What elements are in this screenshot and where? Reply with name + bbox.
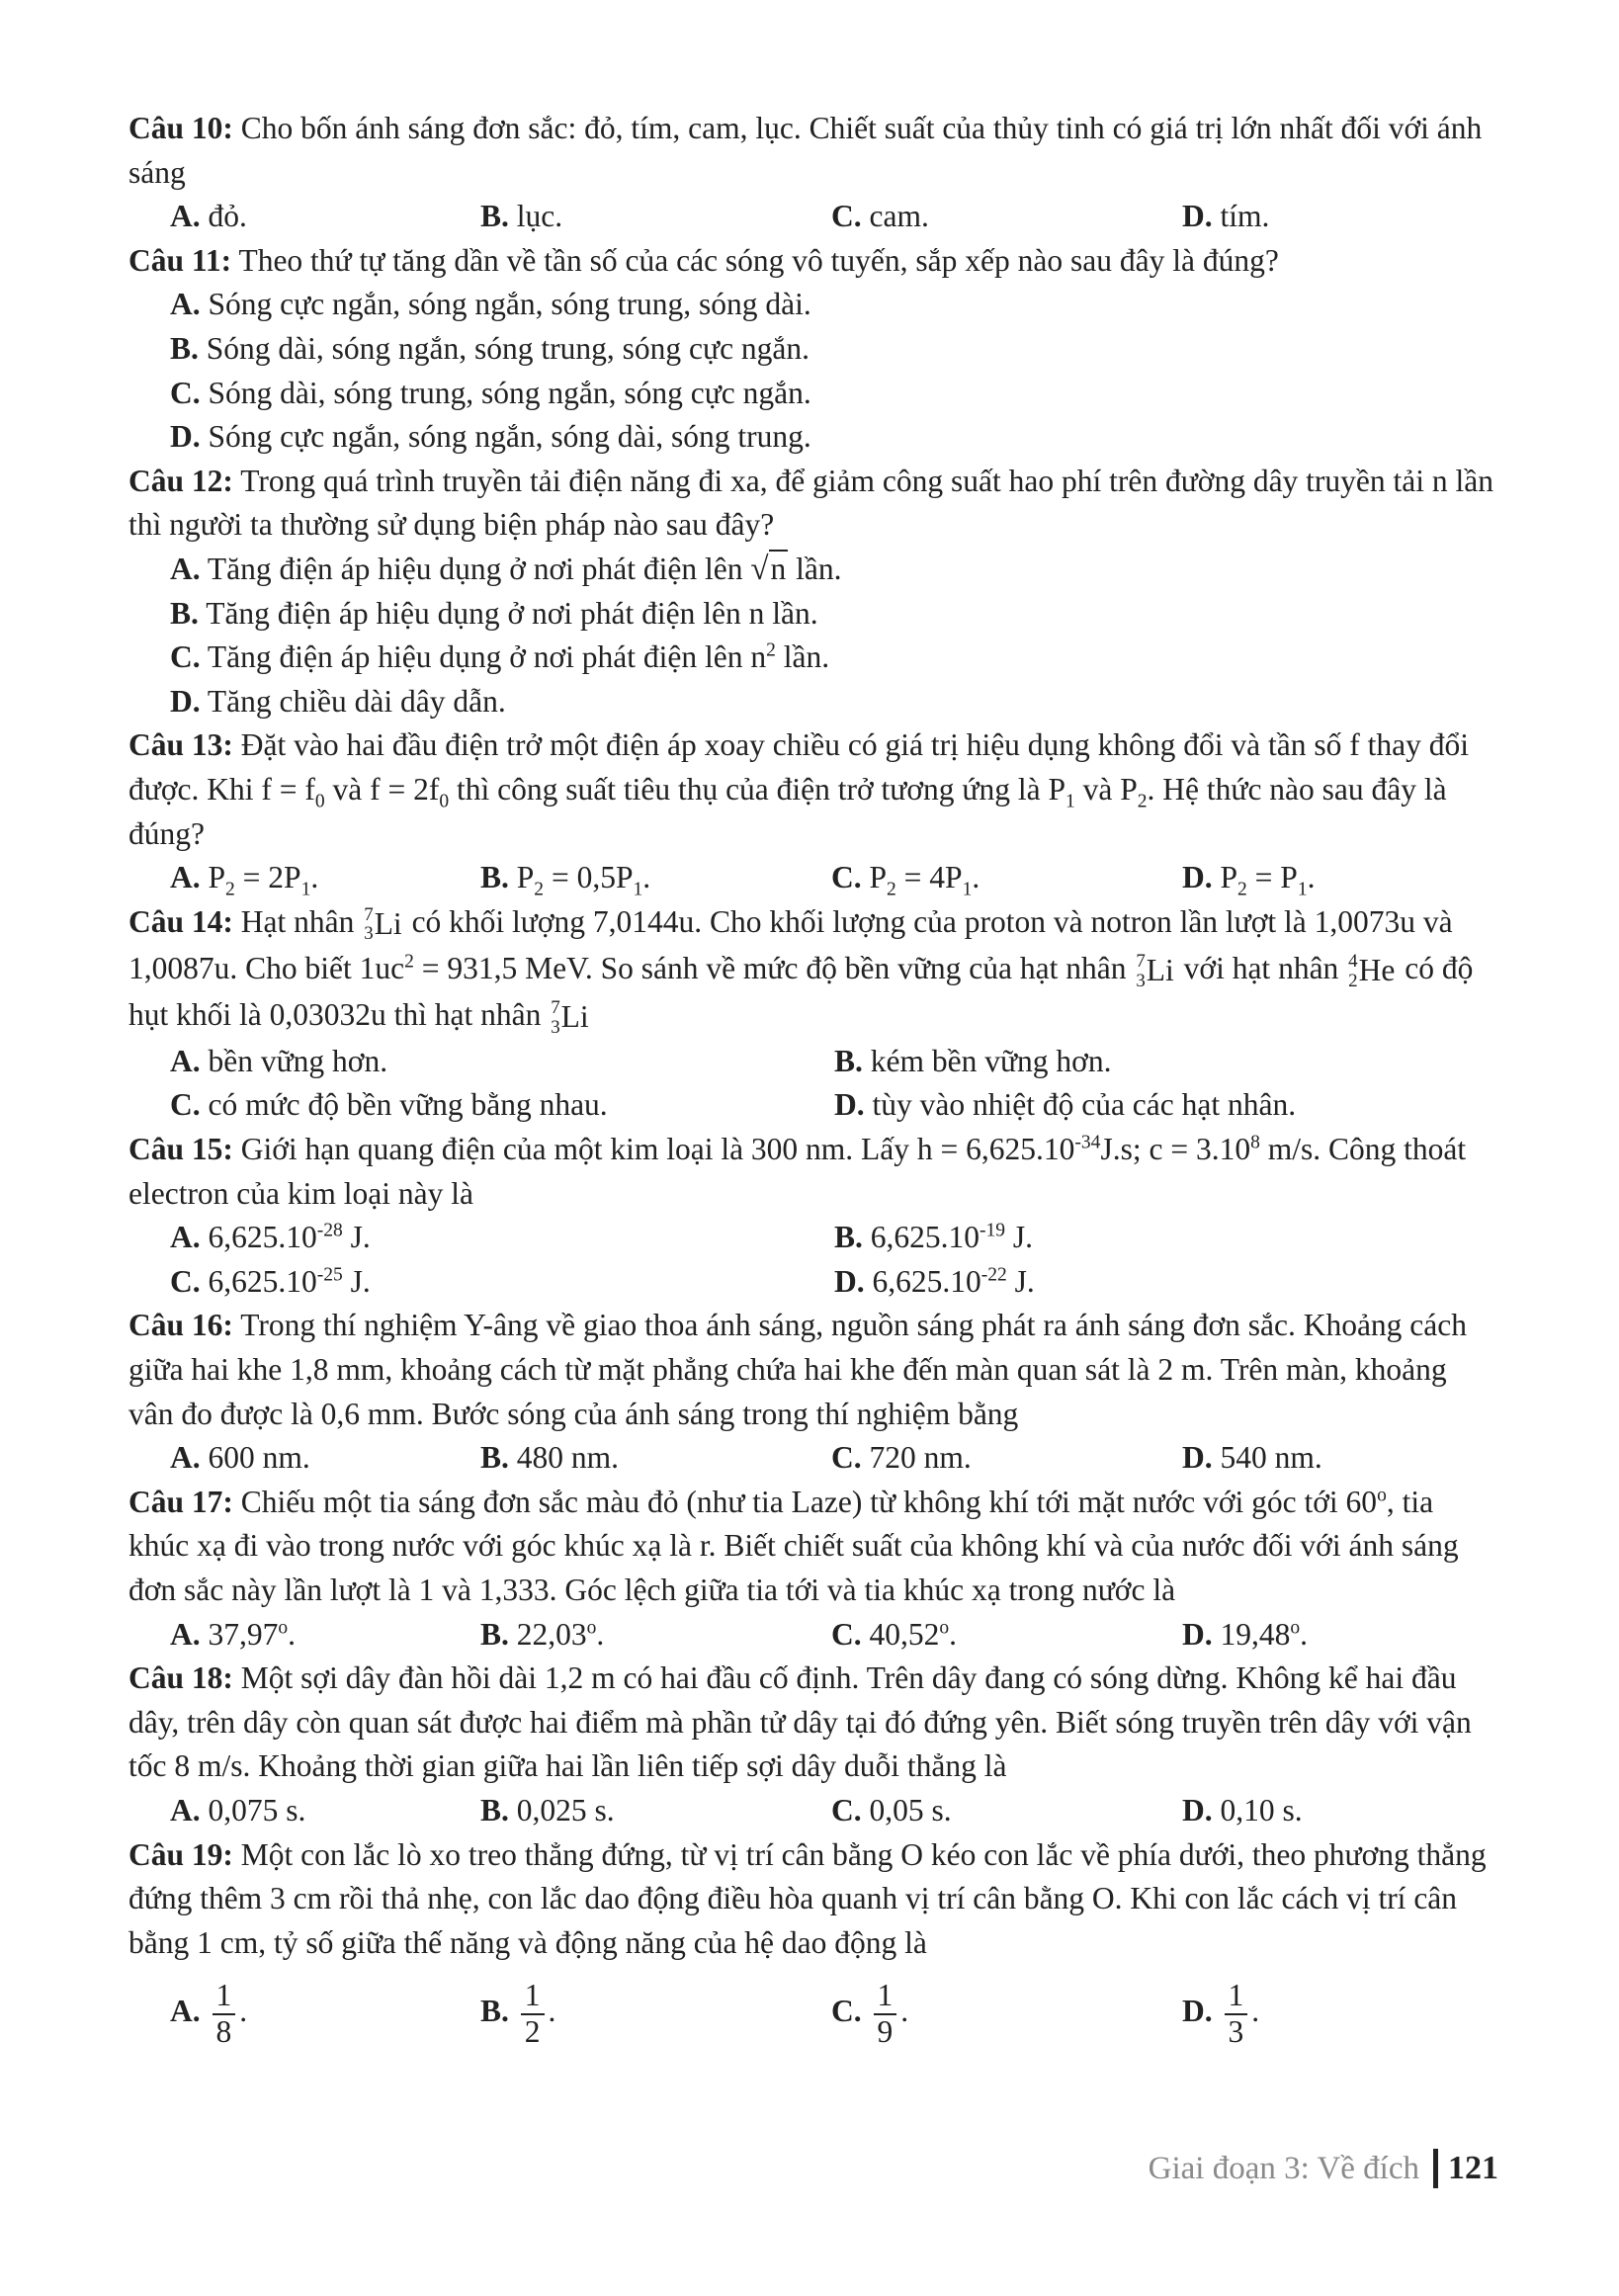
option-c[interactable] (831, 1979, 1182, 2049)
radicand: n (770, 551, 787, 586)
question-18-options (128, 1789, 1497, 1833)
subscript: 2 (887, 879, 896, 900)
option-label: B. (480, 1994, 509, 2029)
question-16 (128, 1304, 1497, 1436)
question-text: Một sợi dây đàn hồi dài 1,2 m có hai đầu cố định. Trên dây đang có sóng dừng. Không kể hai đầu dây, trên dây còn quan sát được hai điểm mà phần tử dây tại đó đứng yên. Biết sóng truyền trên dây với vận tốc 8 m/s. Khoảng thời gian giữa hai lần liên tiếp sợi dây duỗi thẳng là (128, 1660, 1472, 1784)
option-text: kém bền vững hơn. (862, 1043, 1112, 1078)
option-text: P (1212, 860, 1238, 895)
option-label: D. (834, 1087, 865, 1123)
option-label: C. (170, 1087, 201, 1123)
question-text: Theo thứ tự tăng dần về tần số của các sóng vô tuyến, sắp xếp nào sau đây là đúng? (231, 242, 1279, 278)
nuclide-he4 (1348, 949, 1395, 993)
question-19 (128, 1833, 1497, 1966)
numerator: 1 (213, 1979, 236, 2015)
option-c[interactable] (170, 636, 1497, 680)
mass-number: 7 (1136, 950, 1146, 972)
question-14-options-row1 (128, 1040, 1497, 1084)
fraction (521, 1979, 545, 2049)
question-14 (128, 900, 1497, 1040)
option-label: A. (170, 860, 201, 895)
option-text: Sóng dài, sóng trung, sóng ngắn, sóng cực ngắn. (200, 375, 811, 410)
atomic-number: 3 (551, 1016, 560, 1038)
option-label: C. (831, 1994, 862, 2029)
question-text: Cho bốn ánh sáng đơn sắc: đỏ, tím, cam, lục. Chiết suất của thủy tinh có giá trị lớn nhất đối với ánh sáng (128, 111, 1483, 190)
question-13-options (128, 856, 1497, 900)
option-text: Sóng cực ngắn, sóng ngắn, sóng dài, sóng trung. (200, 419, 811, 455)
fraction (213, 1979, 236, 2049)
question-text: . Hệ thức nào sau đây là đúng? (128, 771, 1447, 851)
option-label: C. (831, 860, 862, 895)
exponent: -22 (980, 1264, 1007, 1286)
nuclide-li7 (1136, 949, 1173, 993)
mass-number: 7 (551, 996, 560, 1018)
option-text: 37,97 (200, 1616, 279, 1652)
option-text: 0,025 s. (508, 1792, 615, 1828)
question-12-options (128, 548, 1497, 723)
subscript: 1 (962, 879, 973, 900)
option-b[interactable] (480, 1789, 831, 1833)
subscript: 1 (1297, 879, 1308, 900)
question-15-options-row2 (128, 1260, 1497, 1305)
element-symbol: Li (374, 906, 402, 942)
question-label: Câu 14: (128, 903, 233, 939)
option-label: B. (480, 1440, 509, 1476)
nuclide-li7 (364, 902, 401, 947)
option-text: Tăng điện áp hiệu dụng ở nơi phát điện lên n lần. (198, 595, 818, 631)
option-c[interactable] (170, 1260, 834, 1305)
option-label: C. (170, 1263, 201, 1299)
option-text: Tăng chiều dài dây dẫn. (200, 683, 506, 719)
option-label: B. (480, 1616, 509, 1652)
option-d[interactable] (1182, 1436, 1514, 1481)
option-text: 0,075 s. (200, 1792, 306, 1828)
option-text: J. (1005, 1220, 1034, 1255)
option-label: D. (834, 1263, 865, 1299)
option-label: D. (1182, 199, 1213, 234)
option-c[interactable] (831, 1436, 1182, 1481)
question-15 (128, 1128, 1497, 1216)
exponent: -28 (316, 1220, 343, 1241)
option-label: A. (170, 1043, 201, 1078)
option-d[interactable] (834, 1260, 1498, 1305)
degree-symbol: o (278, 1617, 289, 1639)
option-label: D. (170, 683, 201, 719)
question-label: Câu 11: (128, 242, 232, 278)
option-text: lục. (508, 199, 563, 234)
option-text: 6,625.10 (200, 1263, 317, 1299)
option-text: 40,52 (861, 1616, 940, 1652)
subscript: 2 (1237, 879, 1247, 900)
subscript: 0 (314, 791, 325, 812)
degree-symbol: o (939, 1617, 950, 1639)
square-root: √n (750, 551, 787, 587)
page-number: 121 (1448, 2150, 1498, 2186)
subscript: 2 (225, 879, 235, 900)
option-b[interactable] (834, 1040, 1498, 1084)
exponent: -34 (1074, 1132, 1101, 1153)
option-a[interactable] (170, 1613, 480, 1658)
exponent: 2 (404, 951, 414, 973)
option-d[interactable] (170, 415, 1497, 460)
question-text: và f = 2f (324, 771, 440, 807)
question-text: Một con lắc lò xo treo thẳng đứng, từ vị trí cân bằng O kéo con lắc về phía dưới, theo phương thẳng đứng thêm 3 cm rồi thả nhẹ, con lắc dao động điều hòa quanh vị trí cân bằng O. Khi con lắc cách vị trí cân bằng 1 cm, tỷ số giữa thế năng và động năng của hệ dao động là (128, 1836, 1487, 1960)
option-a[interactable] (170, 856, 480, 900)
numerator: 1 (874, 1979, 897, 2015)
question-10-options (128, 195, 1497, 239)
question-text: Trong quá trình truyền tải điện năng đi xa, để giảm công suất hao phí trên đường dây truyền tải n lần thì người ta thường sử dụng biện pháp nào sau đây? (128, 463, 1493, 543)
denominator: 3 (1228, 2013, 1244, 2049)
option-text: tím. (1212, 199, 1270, 234)
option-c[interactable] (831, 1613, 1182, 1658)
option-b[interactable] (480, 1979, 831, 2049)
option-label: B. (480, 199, 509, 234)
element-symbol: Li (1146, 953, 1174, 988)
numerator: 1 (521, 1979, 545, 2015)
degree-symbol: o (586, 1617, 597, 1639)
subscript: 0 (439, 791, 450, 812)
question-12 (128, 460, 1497, 548)
option-c[interactable] (170, 1083, 834, 1128)
question-text: và P (1074, 771, 1138, 807)
option-label: A. (170, 551, 201, 586)
option-text: 19,48 (1212, 1616, 1291, 1652)
option-text: . (288, 1616, 297, 1652)
option-d[interactable] (834, 1083, 1498, 1128)
denominator: 8 (215, 2013, 232, 2049)
option-label: A. (170, 1792, 201, 1828)
option-label: A. (170, 1616, 201, 1652)
question-text: Chiếu một tia sáng đơn sắc màu đỏ (như tia Laze) từ không khí tới mặt nước với góc tới 60 (232, 1484, 1378, 1519)
option-a[interactable] (170, 283, 1497, 327)
question-text: Trong thí nghiệm Y-âng về giao thoa ánh sáng, nguồn sáng phát ra ánh sáng đơn sắc. Khoảng cách giữa hai khe 1,8 mm, khoảng cách từ mặt phẳng chứa hai khe đến màn quan sát là 2 m. Trên màn, khoảng vân đo được là 0,6 mm. Bước sóng của ánh sáng trong thí nghiệm bằng (128, 1308, 1468, 1431)
option-text: J. (342, 1220, 371, 1255)
option-text: 6,625.10 (862, 1220, 980, 1255)
option-text: . (596, 1616, 605, 1652)
exponent: 2 (766, 639, 776, 661)
option-text: J. (1006, 1263, 1035, 1299)
option-text: 22,03 (508, 1616, 587, 1652)
option-a[interactable] (170, 1789, 480, 1833)
subscript: 1 (633, 879, 643, 900)
option-text: 540 nm. (1212, 1440, 1322, 1476)
section-title: Giai đoạn 3: Về đích (1148, 2150, 1419, 2186)
question-13 (128, 723, 1497, 856)
option-text: lần. (775, 639, 830, 675)
option-label: C. (831, 1792, 862, 1828)
option-label: C. (831, 1440, 862, 1476)
question-label: Câu 16: (128, 1308, 233, 1343)
option-c[interactable] (831, 1789, 1182, 1833)
option-b[interactable] (170, 327, 1497, 372)
option-label: C. (831, 1616, 862, 1652)
option-text: = 4P (895, 860, 963, 895)
option-label: A. (170, 199, 201, 234)
option-text: . (239, 1994, 248, 2029)
option-label: B. (834, 1220, 863, 1255)
option-text: . (310, 860, 319, 895)
option-text: = 0,5P (544, 860, 634, 895)
question-label: Câu 15: (128, 1132, 233, 1167)
question-text: Đặt vào hai đầu điện trở một điện áp xoay chiều có giá trị hiệu dụng không đổi và tần số f thay đổi được. Khi f = f (128, 727, 1470, 807)
question-text: Hạt nhân (232, 903, 363, 939)
option-c[interactable] (170, 372, 1497, 416)
subscript: 2 (534, 879, 545, 900)
option-label: C. (170, 639, 201, 675)
question-text: m/s. Công thoát electron của kim loại này là (128, 1132, 1467, 1211)
option-text: 720 nm. (861, 1440, 972, 1476)
option-text: cam. (861, 199, 929, 234)
fraction (1225, 1979, 1248, 2049)
option-label: A. (170, 287, 201, 322)
denominator: 9 (877, 2013, 894, 2049)
option-text: = 2P (234, 860, 301, 895)
question-10 (128, 107, 1497, 195)
option-b[interactable] (480, 856, 831, 900)
question-label: Câu 18: (128, 1660, 233, 1696)
option-label: D. (1182, 1792, 1213, 1828)
element-symbol: He (1358, 953, 1396, 988)
element-symbol: Li (560, 999, 589, 1035)
option-label: B. (170, 330, 199, 366)
option-d[interactable] (1182, 856, 1514, 900)
numerator: 1 (1225, 1979, 1248, 2015)
option-label: B. (480, 860, 509, 895)
question-11 (128, 239, 1497, 284)
option-label: C. (831, 199, 862, 234)
option-text: . (972, 860, 980, 895)
option-text: Sóng dài, sóng ngắn, sóng trung, sóng cực ngắn. (198, 330, 810, 366)
question-14-options-row2 (128, 1083, 1497, 1128)
option-text: Tăng điện áp hiệu dụng ở nơi phát điện lên (200, 551, 751, 586)
option-label: A. (170, 1440, 201, 1476)
option-text: 0,05 s. (861, 1792, 952, 1828)
question-text: J.s; c = 3.10 (1100, 1132, 1251, 1167)
question-label: Câu 19: (128, 1836, 233, 1872)
question-18 (128, 1657, 1497, 1789)
footer-divider (1433, 2149, 1438, 2188)
option-text: đỏ. (200, 199, 247, 234)
option-a[interactable] (170, 1216, 834, 1260)
option-text: P (200, 860, 226, 895)
option-d[interactable] (1182, 1789, 1514, 1833)
question-17 (128, 1481, 1497, 1613)
option-text: J. (342, 1263, 371, 1299)
question-16-options (128, 1436, 1497, 1481)
option-label: D. (1182, 1616, 1213, 1652)
option-text: P (861, 860, 888, 895)
exponent: -25 (316, 1264, 343, 1286)
subscript: 1 (1065, 791, 1075, 812)
option-b[interactable] (170, 592, 1497, 637)
option-text: lần. (788, 551, 842, 586)
option-text: có mức độ bền vững bằng nhau. (200, 1087, 608, 1123)
option-text: Tăng điện áp hiệu dụng ở nơi phát điện lên n (200, 639, 767, 675)
degree-symbol: o (1377, 1485, 1387, 1506)
subscript: 1 (300, 879, 311, 900)
option-text: 600 nm. (200, 1440, 310, 1476)
option-text: 6,625.10 (200, 1220, 317, 1255)
option-a[interactable] (170, 1979, 480, 2049)
question-label: Câu 17: (128, 1484, 233, 1519)
question-label: Câu 10: (128, 111, 233, 145)
option-text: . (642, 860, 651, 895)
option-label: D. (1182, 1440, 1213, 1476)
question-text: , tia khúc xạ đi vào trong nước với góc khúc xạ là r. Biết chiết suất của không khí và của nước đối với ánh sáng đơn sắc này lần lượt là 1 và 1,333. Góc lệch giữa tia tới và tia khúc xạ trong nước là (128, 1484, 1459, 1607)
degree-symbol: o (1290, 1617, 1301, 1639)
question-label: Câu 13: (128, 727, 233, 763)
fraction (874, 1979, 897, 2049)
option-label: B. (480, 1792, 509, 1828)
option-text: . (949, 1616, 958, 1652)
option-d[interactable] (1182, 1979, 1514, 2049)
option-text: . (1251, 1994, 1260, 2029)
option-label: A. (170, 1994, 201, 2029)
option-c[interactable] (831, 856, 1182, 900)
option-c[interactable] (831, 195, 1182, 239)
option-text: . (548, 1994, 556, 2029)
exam-page (128, 107, 1497, 2050)
option-text: bền vững hơn. (200, 1043, 388, 1078)
option-b[interactable] (480, 1436, 831, 1481)
mass-number: 7 (364, 903, 374, 925)
option-text: tùy vào nhiệt độ của các hạt nhân. (864, 1087, 1297, 1123)
option-a[interactable] (170, 195, 480, 239)
option-a[interactable] (170, 1436, 480, 1481)
question-label: Câu 12: (128, 463, 233, 498)
page-footer (1149, 2149, 1498, 2188)
option-text: Sóng cực ngắn, sóng ngắn, sóng trung, sóng dài. (200, 287, 811, 322)
question-text: Giới hạn quang điện của một kim loại là 300 nm. Lấy h = 6,625.10 (232, 1132, 1075, 1167)
question-text: có khối lượng 7,0144u. Cho khối lượng của proton và notron lần lượt là 1,0073u và 1,0087u. Cho biết 1uc (128, 903, 1453, 985)
option-a[interactable] (170, 548, 1497, 592)
option-label: D. (1182, 860, 1213, 895)
option-text: 6,625.10 (864, 1263, 981, 1299)
atomic-number: 2 (1348, 970, 1358, 991)
question-11-options (128, 283, 1497, 459)
mass-number: 4 (1348, 950, 1358, 972)
exponent: -19 (980, 1220, 1006, 1241)
option-a[interactable] (170, 1040, 834, 1084)
option-b[interactable] (480, 1613, 831, 1658)
option-text: . (1300, 1616, 1309, 1652)
question-text: với hạt nhân (1175, 950, 1347, 985)
option-text: 480 nm. (508, 1440, 620, 1476)
exponent: 8 (1250, 1132, 1260, 1153)
question-19-options (128, 1965, 1497, 2049)
option-text: . (1307, 860, 1316, 895)
question-15-options-row1 (128, 1216, 1497, 1260)
subscript: 2 (1137, 791, 1148, 812)
option-text: 0,10 s. (1212, 1792, 1303, 1828)
option-d[interactable] (1182, 195, 1514, 239)
option-label: B. (834, 1043, 863, 1078)
question-text: = 931,5 MeV. So sánh về mức độ bền vững của hạt nhân (413, 950, 1135, 985)
option-text: P (508, 860, 535, 895)
option-label: D. (1182, 1994, 1213, 2029)
question-text: có độ hụt khối là 0,03032u thì hạt nhân (128, 950, 1474, 1032)
question-text: thì công suất tiêu thụ của điện trở tương ứng là P (449, 771, 1065, 807)
nuclide-li7 (551, 995, 588, 1040)
option-d[interactable] (170, 680, 1497, 724)
option-text: . (900, 1994, 909, 2029)
option-b[interactable] (480, 195, 831, 239)
option-label: B. (170, 595, 199, 631)
option-b[interactable] (834, 1216, 1498, 1260)
atomic-number: 3 (364, 923, 374, 945)
option-label: C. (170, 375, 201, 410)
denominator: 2 (524, 2013, 541, 2049)
atomic-number: 3 (1136, 970, 1146, 991)
option-text: = P (1246, 860, 1298, 895)
question-17-options (128, 1613, 1497, 1658)
option-d[interactable] (1182, 1613, 1514, 1658)
option-label: A. (170, 1220, 201, 1255)
option-label: D. (170, 419, 201, 455)
